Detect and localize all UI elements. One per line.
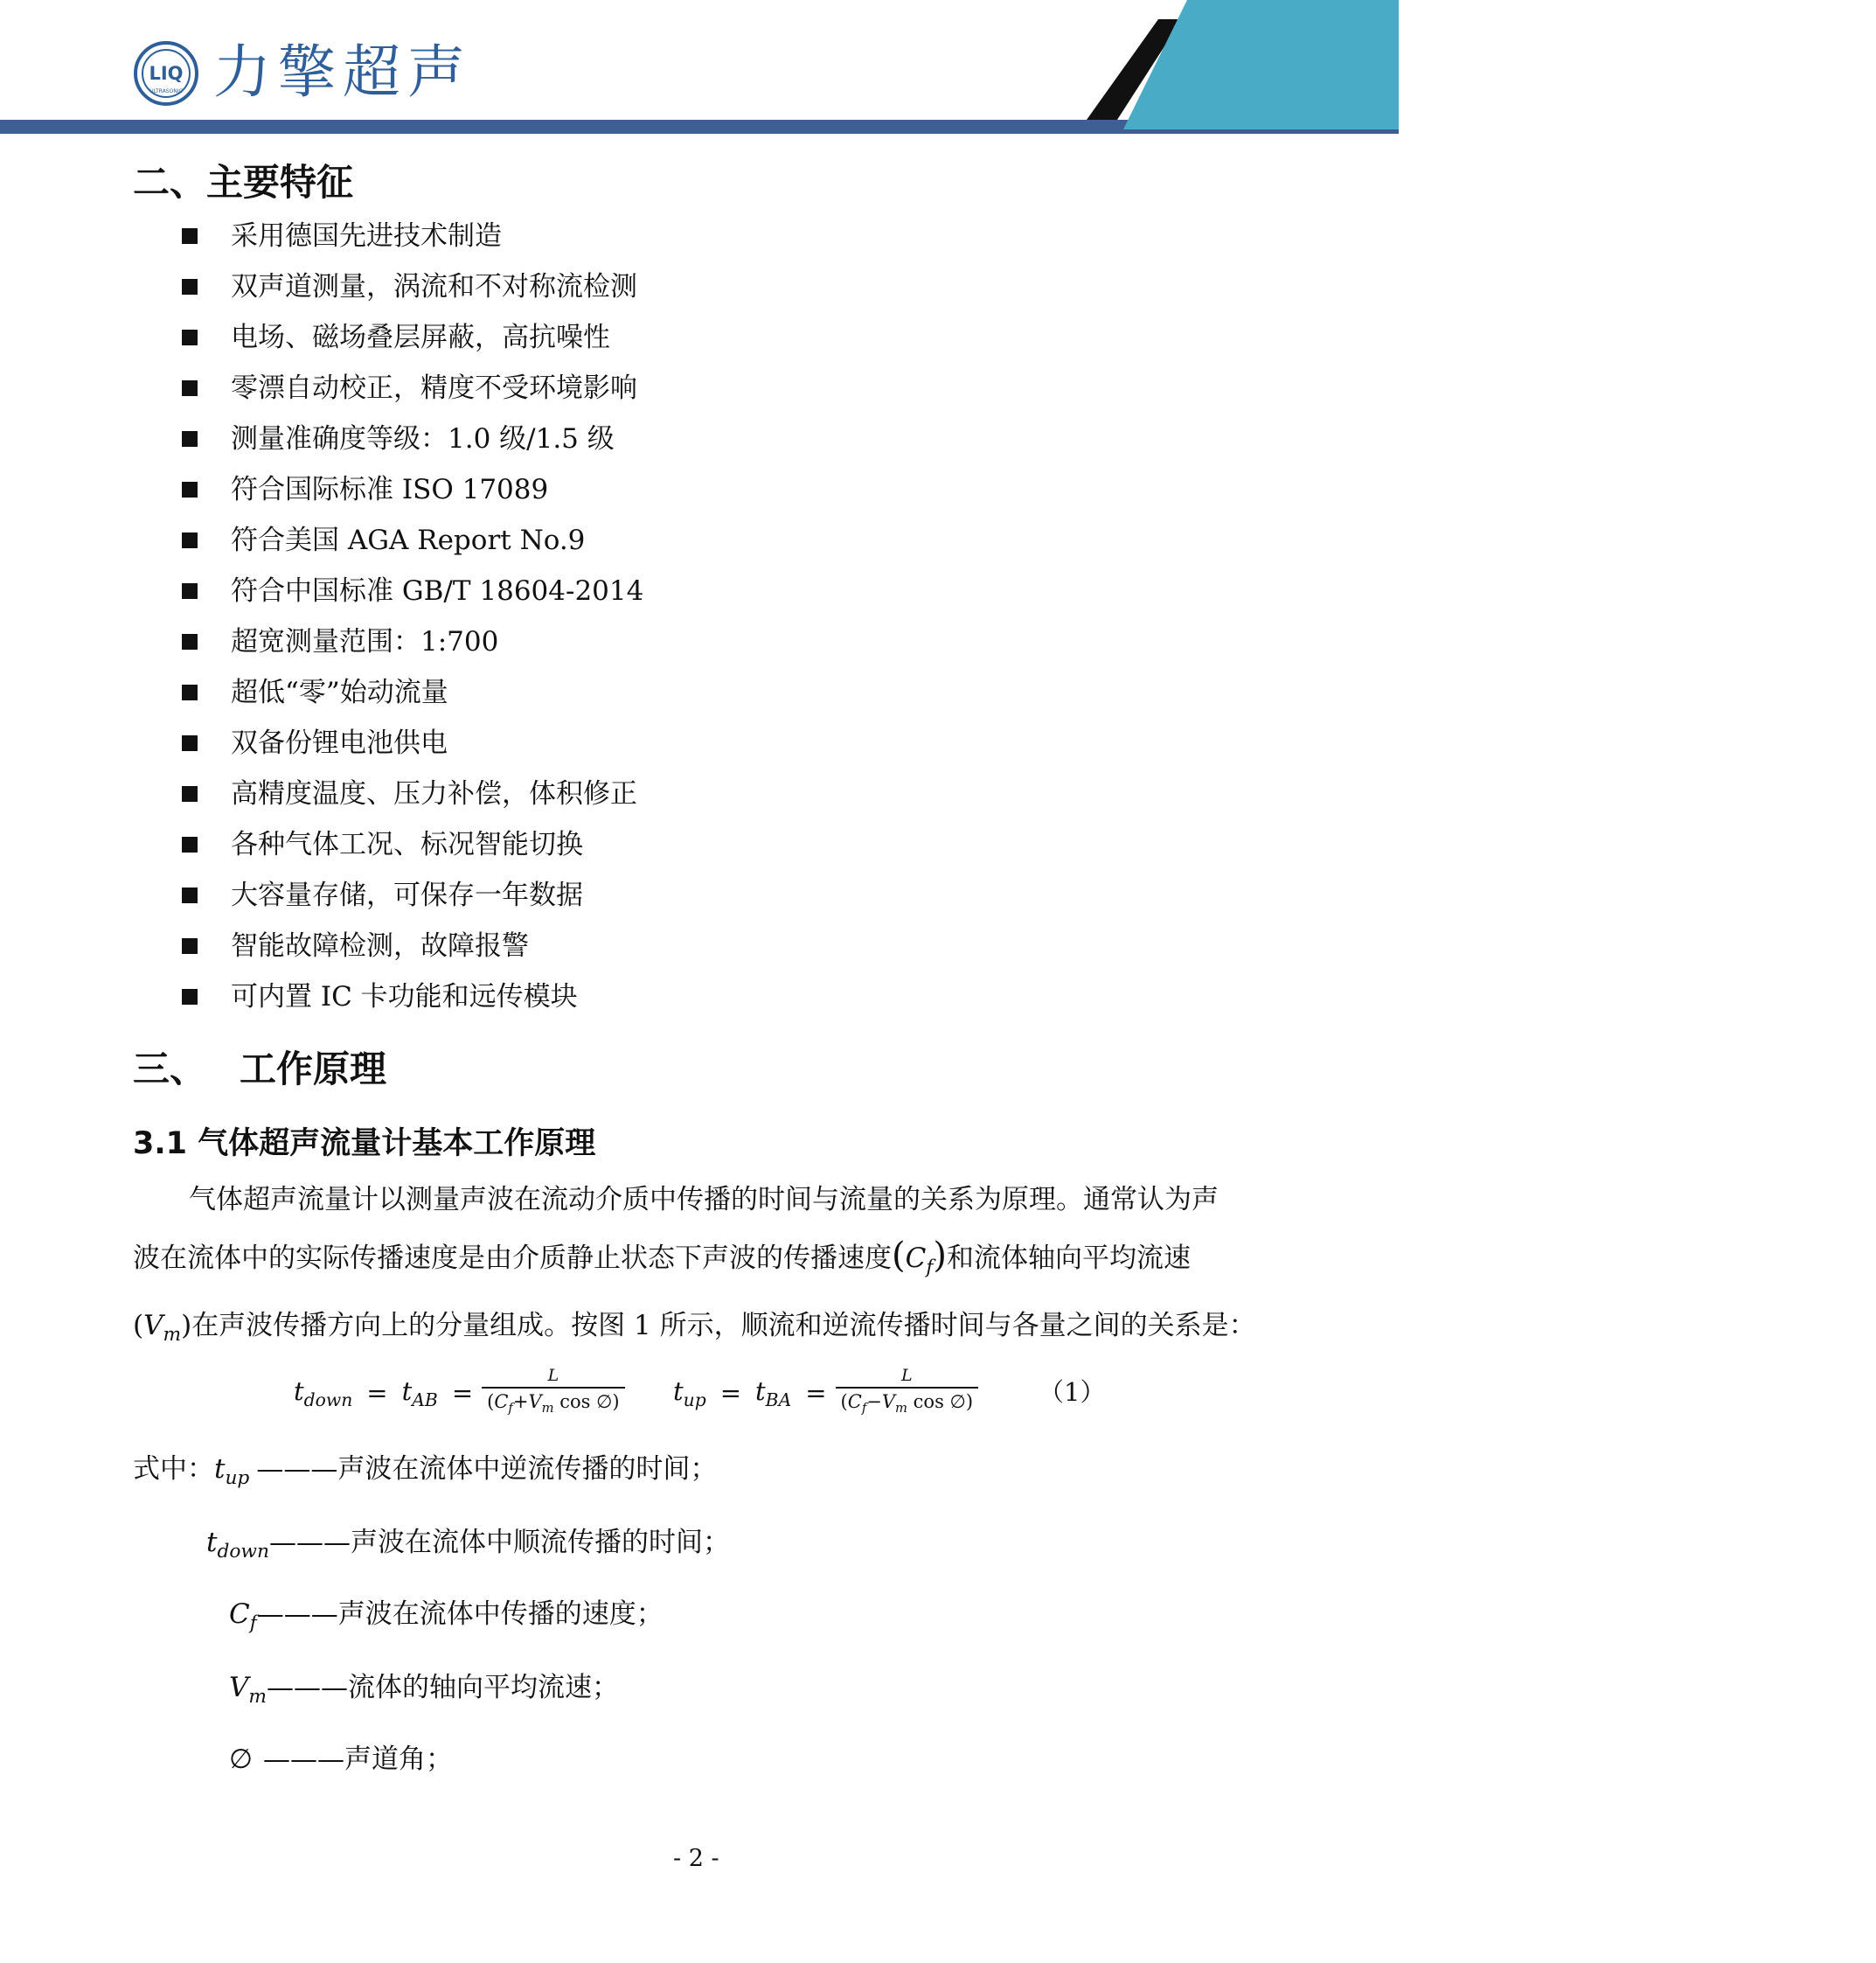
paragraph-line-3-text: 在声波传播方向上的分量组成。按图 1 所示，顺流和逆流传播时间与各量之间的关系是： [191,1310,1256,1341]
square-bullet-icon [182,583,198,599]
square-bullet-icon [182,228,198,244]
square-bullet-icon [182,431,198,447]
feature-text: 采用德国先进技术制造 [231,220,502,252]
company-logo-icon [133,40,199,107]
fraction-down: $\frac{L}{(C_f+V_m \cos \emptyset)}$ [482,1364,625,1422]
section-3-title [133,1048,386,1091]
feature-list [182,217,643,1028]
feature-text: 双声道测量，涡流和不对称流检测 [231,271,637,303]
feature-item [182,420,643,470]
feature-item [182,268,643,318]
feature-item [182,318,643,369]
feature-item [182,217,643,268]
section-3-number: 三、 [133,1048,207,1090]
definition-phi: ∅ ———声道角； [229,1744,454,1775]
feature-text: 双备份锂电池供电 [231,727,448,759]
feature-text: 超低“零”始动流量 [231,677,448,708]
square-bullet-icon [182,330,198,345]
logo-subtext: ULTRASONIC [149,88,183,94]
feature-text: 测量准确度等级：1.0 级/1.5 级 [231,423,615,455]
feature-text: 符合中国标准 GB/T 18604-2014 [231,575,644,607]
brand-name: 力擎超声 [213,38,472,106]
feature-text: 超宽测量范围：1:700 [231,626,499,658]
square-bullet-icon [182,786,198,802]
feature-text: 符合美国 AGA Report No.9 [231,525,586,556]
feature-item [182,775,643,825]
paragraph-line-2-b: 和流体轴向平均流速 [946,1243,1191,1274]
symbol-cf: $C_f$ [905,1243,934,1279]
definition-t-up: 式中：$t_{up}$ ———声波在流体中逆流传播的时间； [133,1453,718,1490]
formula-t-down: $t_{down}$ = $t_{AB}$ = $\frac{L}{(C_f+V_m \cos \emptyset)}$ [294,1364,625,1422]
paragraph-line-2-a: 波在流体中的实际传播速度是由介质静止状态下声波的传播速度 [133,1243,892,1274]
feature-item [182,572,643,623]
square-bullet-icon [182,685,198,700]
square-bullet-icon [182,380,198,396]
feature-text: 可内置 IC 卡功能和远传模块 [231,981,578,1013]
feature-item [182,470,643,521]
square-bullet-icon [182,279,198,295]
paragraph-line-1: 气体超声流量计以测量声波在流动介质中传播的时间与流量的关系为原理。通常认为声 [189,1184,1219,1215]
feature-text: 电场、磁场叠层屏蔽，高抗噪性 [231,322,610,353]
feature-item [182,825,643,876]
feature-item [182,978,643,1028]
square-bullet-icon [182,989,198,1005]
formula-t-up: $t_{up}$ = $t_{BA}$ = $\frac{L}{(C_f-V_m \cos \emptyset)}$ [673,1364,978,1422]
subsection-3-1-title: 3.1 气体超声流量计基本工作原理 [133,1126,596,1161]
paragraph-line-3: $(V_m)$在声波传播方向上的分量组成。按图 1 所示，顺流和逆流传播时间与各量之间的关系是： [133,1310,1256,1347]
feature-text: 各种气体工况、标况智能切换 [231,829,583,860]
feature-text: 符合国际标准 ISO 17089 [231,474,549,505]
feature-item [182,369,643,420]
feature-item [182,521,643,572]
feature-item [182,927,643,978]
paragraph-line-2: 波在流体中的实际传播速度是由介质静止状态下声波的传播速度$(C_f)$和流体轴向平均流速 [133,1236,1191,1279]
definition-vm: $V_m———$流体的轴向平均流速； [229,1672,619,1709]
symbol-vm: $V_m$ [143,1310,182,1347]
square-bullet-icon [182,888,198,903]
feature-text: 零漂自动校正，精度不受环境影响 [231,372,637,404]
definition-cf: $C_f———$声波在流体中传播的速度； [229,1598,664,1635]
section-3-text: 工作原理 [240,1048,387,1090]
fraction-up: $\frac{L}{(C_f-V_m \cos \emptyset)}$ [836,1364,979,1422]
square-bullet-icon [182,837,198,853]
feature-text: 大容量存储，可保存一年数据 [231,880,583,911]
square-bullet-icon [182,482,198,498]
section-2-title: 二、主要特征 [133,161,354,204]
square-bullet-icon [182,938,198,954]
header-decoration [0,0,1399,140]
logo-letters: LIQ [149,63,184,84]
page-header [0,0,1876,140]
page-number: - 2 - [673,1845,719,1872]
square-bullet-icon [182,533,198,548]
feature-item [182,623,643,673]
feature-item [182,673,643,724]
feature-item [182,876,643,927]
feature-item [182,724,643,775]
feature-text: 智能故障检测，故障报警 [231,930,529,962]
square-bullet-icon [182,735,198,751]
definition-t-down: $t_{down}———$声波在流体中顺流传播的时间； [206,1527,730,1563]
equation-number: （1） [1039,1377,1106,1407]
feature-text: 高精度温度、压力补偿，体积修正 [231,778,637,810]
square-bullet-icon [182,634,198,650]
